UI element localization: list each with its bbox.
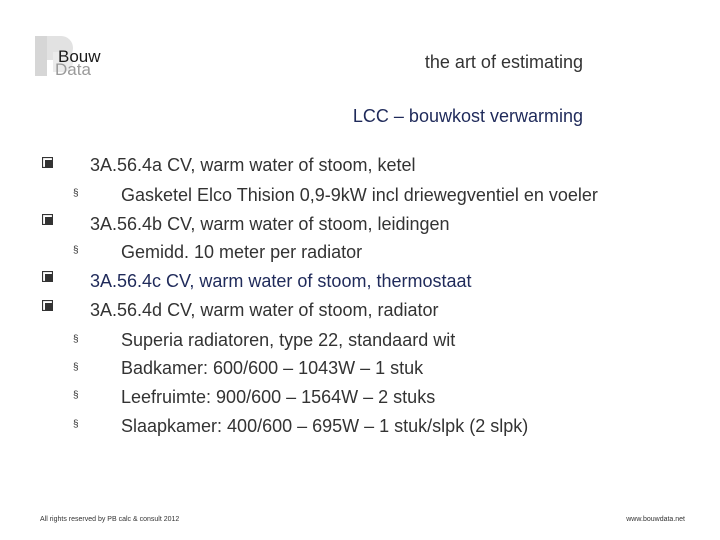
list-item: Superia radiatoren, type 22, standaard wit xyxy=(121,330,456,350)
list-item: 3A.56.4b CV, warm water of stoom, leidingen xyxy=(90,214,450,234)
square-bullet-icon xyxy=(42,157,53,168)
list-item: Gasketel Elco Thision 0,9-9kW incl driewegventiel en voeler xyxy=(121,185,598,205)
list-item: Slaapkamer: 400/600 – 695W – 1 stuk/slpk (2 slpk) xyxy=(121,416,529,436)
section-bullet: § xyxy=(73,390,79,401)
footer-website: www.bouwdata.net xyxy=(626,516,685,523)
list-item: 3A.56.4c CV, warm water of stoom, thermostaat xyxy=(90,271,472,291)
square-bullet-icon xyxy=(42,271,53,282)
tagline: the art of estimating xyxy=(424,52,583,72)
slide-title: LCC – bouwkost verwarming xyxy=(352,106,583,126)
section-bullet: § xyxy=(73,419,79,430)
list-item: Leefruimte: 900/600 – 1564W – 2 stuks xyxy=(121,387,436,407)
list-item: 3A.56.4d CV, warm water of stoom, radiator xyxy=(90,300,439,320)
logo-text-data: Data xyxy=(55,60,91,79)
section-bullet: § xyxy=(73,334,79,345)
list-item: Gemidd. 10 meter per radiator xyxy=(121,242,363,262)
section-bullet: § xyxy=(73,245,79,256)
list-item: Badkamer: 600/600 – 1043W – 1 stuk xyxy=(121,358,424,378)
section-bullet: § xyxy=(73,362,79,373)
list-item: 3A.56.4a CV, warm water of stoom, ketel xyxy=(90,155,416,175)
footer-copyright: All rights reserved by PB calc & consult 2012 xyxy=(40,516,180,523)
square-bullet-icon xyxy=(42,300,53,311)
section-bullet: § xyxy=(73,188,79,199)
square-bullet-icon xyxy=(42,214,53,225)
logo-text-bouw: Bouw xyxy=(58,47,101,66)
